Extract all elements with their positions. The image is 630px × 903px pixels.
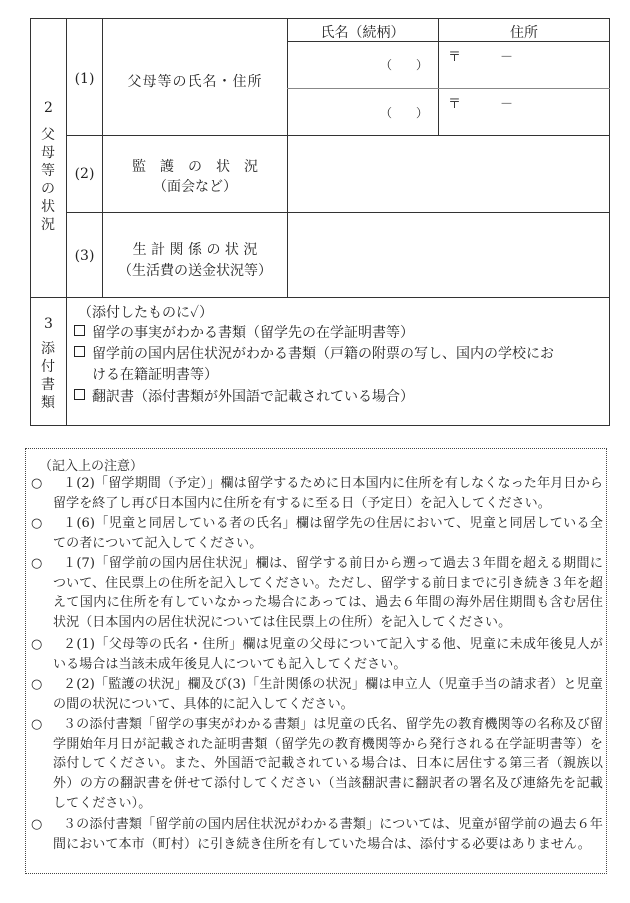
attachment-item-3: 翻訳書（添付書類が外国語で記載されている場合） [74,386,414,406]
section2-number: 2 [44,100,53,116]
note-item [31,675,603,714]
checkbox-2[interactable] [74,346,85,357]
row2-number: (2) [74,166,95,182]
circle-bullet: ○ [31,637,43,652]
entry1-relation: （ ） [380,58,429,72]
note-text: １(6)「児童と同居している者の氏名」欄は留学先の住居において、児童と同居している全ての者について記入してください。 [53,516,603,551]
section3-title: 添 付 書 類 [41,341,55,411]
section3-number: 3 [44,316,53,332]
circle-bullet: ○ [31,817,43,832]
notes-box [25,448,607,874]
header-name: 氏名（続柄） [320,25,405,41]
col-line-label [287,18,288,298]
circle-bullet: ○ [31,476,43,491]
note-item [31,514,603,553]
note-item [31,635,603,674]
attachment-item-1: 留学の事実がわかる書類（留学先の在学証明書等） [74,322,414,342]
row-line-entry [287,88,610,89]
header-address: 住所 [510,25,538,41]
checkbox-1[interactable] [74,325,85,336]
note-item [31,474,603,513]
circle-bullet: ○ [31,516,43,531]
notes-heading: （記入上の注意） [39,459,144,474]
circle-bullet: ○ [31,556,43,571]
circle-bullet: ○ [31,677,43,692]
entry2-relation: （ ） [380,106,429,120]
note-item [31,554,603,633]
row2-label-line1: 監 護 の 状 況 [132,159,258,175]
note-item [31,715,603,814]
note-text: ３の添付書類「留学の事実がわかる書類」は児童の氏名、留学先の教育機関等の名称及び留学開始年月日が記載された証明書類（留学先の教育機関等から発行される在学証明書等）を添付してください。また、外国語で記載されている場合は、日本に居住する第三者（親族以外）の方の翻訳書を併せて添付してください（当該翻訳書に翻訳者の署名及び連絡先を記載してください）。 [53,717,603,811]
entry1-dash: － [500,50,514,65]
row2-label-line2: （面会など） [153,179,237,195]
entry2-postal: 〒 [448,97,462,112]
circle-bullet: ○ [31,717,43,732]
table-border-top [30,18,610,19]
row1-number: (1) [74,71,95,87]
table-border-bottom [30,425,610,426]
note-text: ２(1)「父母等の氏名・住所」欄は児童の父母について記入する他、児童に未成年後見人がいる場合は当該未成年後見人についても記入してください。 [53,637,603,672]
table-border-right [609,18,610,426]
note-text: ２(2)「監護の状況」欄及び(3)「生計関係の状況」欄は申立人（児童手当の請求者）と児童の間の状況について、具体的に記入してください。 [53,677,603,712]
note-text: ３の添付書類「留学前の国内居住状況がわかる書類」については、児童が留学前の過去６年間において本市（町村）に引き続き住所を有していた場合は、添付する必要はありません。 [53,817,603,852]
note-text: １(7)「留学前の国内居住状況」欄は、留学する前日から遡って過去３年間を超える期間について、住民票上の住所を記入してください。ただし、留学する前日までに引き続き３年を超えて国内に住所を有していなかった場合にあっては、過去６年間の海外居住期間も含む居住状況（日本国内の居住状況については住民票上の住所）を記入してください。 [53,556,603,631]
row3-label-line2: （生活費の送金状況等） [118,263,272,279]
section-divider [30,297,610,298]
row3-label-line1: 生 計 関 係 の 状 況 [132,242,258,258]
row-line-1 [66,135,610,136]
row3-number: (3) [74,248,95,264]
table-border-left [30,18,31,426]
checkbox-3[interactable] [74,389,85,400]
entry1-postal: 〒 [448,50,462,65]
entry2-dash: － [500,97,514,112]
attachment-item-2-cont: ける在籍証明書等） [92,367,218,383]
note-text: １(2)「留学期間（予定）」欄は留学するために日本国内に住所を有しなくなった年月日から留学を終了し再び日本国内に住所を有するに至る日（予定日）を記入してください。 [53,476,603,511]
row-line-2 [66,212,610,213]
form-table [30,18,610,426]
section3-instruction: （添付したものに✓） [78,305,214,321]
note-item [31,815,603,854]
row1-label: 父母等の氏名・住所 [127,74,263,90]
section2-title: 父 母 等 の 状 況 [41,127,55,233]
attachment-item-2: 留学前の国内居住状況がわかる書類（戸籍の附票の写し、国内の学校にお [74,343,554,363]
